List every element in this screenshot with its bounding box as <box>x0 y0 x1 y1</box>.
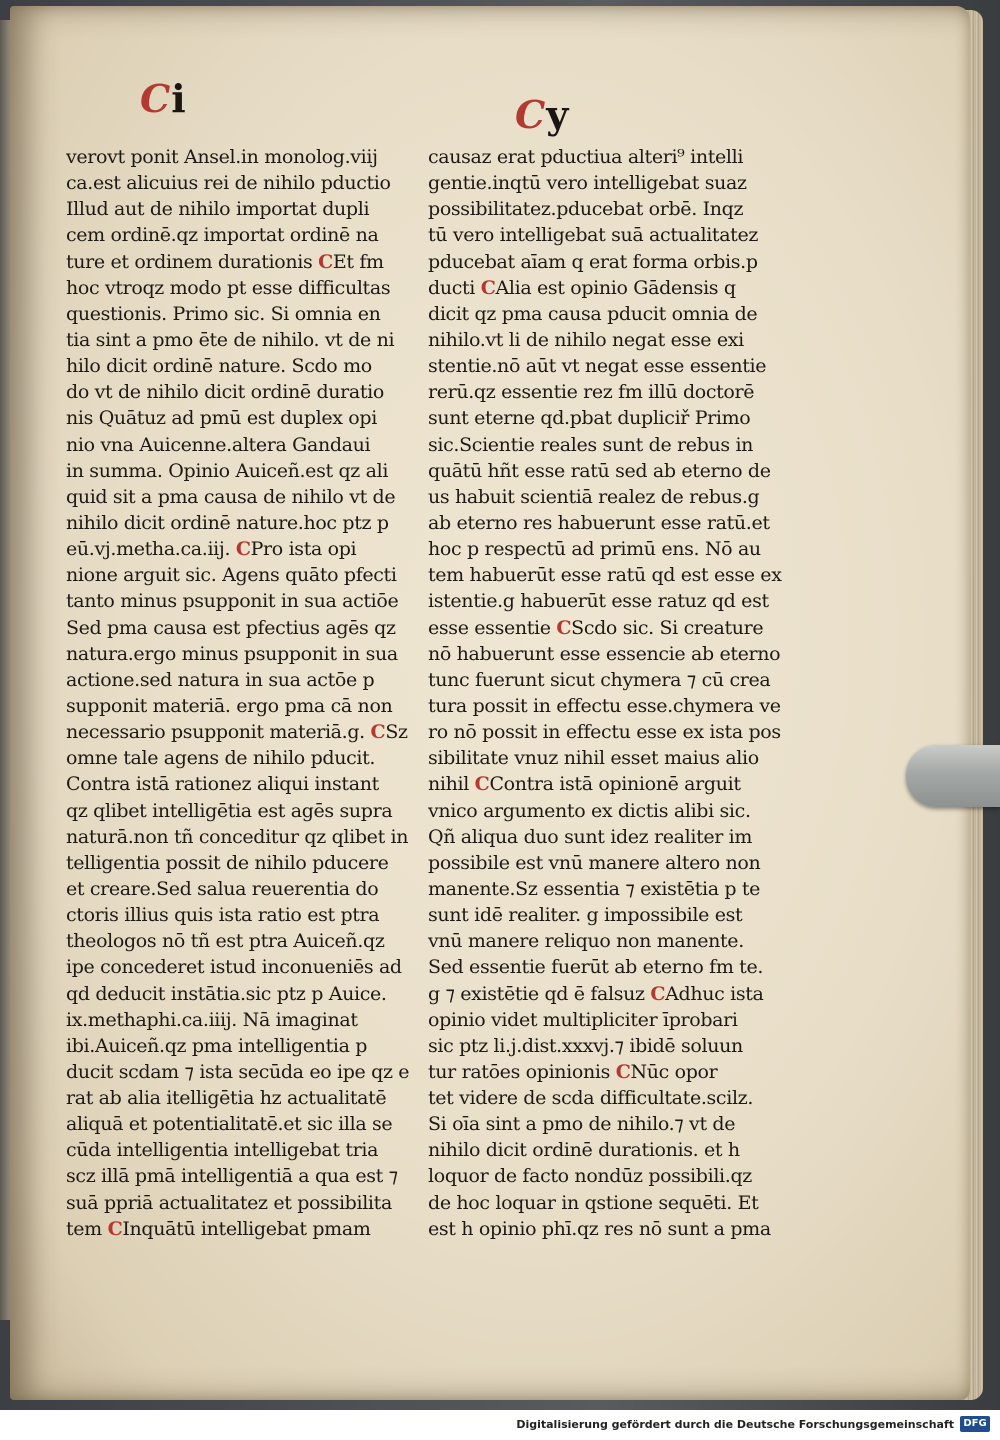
text-line <box>428 771 828 797</box>
line-text: sunt idē realiter. g impossibile est <box>428 904 743 927</box>
line-text: nione arguit sic. Agens quāto pfecti <box>66 564 397 587</box>
text-line <box>66 719 438 745</box>
right-text-column <box>428 144 828 1242</box>
running-head-right <box>515 92 569 137</box>
text-line <box>428 379 828 405</box>
pilcrow-mark: C <box>650 982 666 1005</box>
text-line <box>66 379 438 405</box>
text-line <box>66 641 438 667</box>
line-text: Contra istā rationez aliqui instant <box>66 773 379 796</box>
left-text-column <box>66 144 438 1242</box>
text-line <box>66 405 438 431</box>
pilcrow-mark: C <box>480 276 496 299</box>
line-text: nihil <box>428 773 469 796</box>
line-text: esse essentie <box>428 616 551 639</box>
text-line <box>428 693 828 719</box>
line-text: ca.est alicuius rei de nihilo pductio <box>66 172 391 195</box>
pilcrow-mark: C <box>615 1060 631 1083</box>
text-line <box>66 1216 438 1242</box>
head-initial: C <box>515 92 547 137</box>
book-clip <box>906 745 1000 807</box>
text-line <box>66 745 438 771</box>
text-line <box>66 954 438 980</box>
text-line <box>66 1137 438 1163</box>
line-text-after: Scdo sic. Si creature <box>571 616 764 639</box>
line-text: necessario psupponit materiā.g. <box>66 721 365 744</box>
line-text-after: Adhuc ista <box>665 982 764 1005</box>
text-line <box>66 432 438 458</box>
text-line <box>428 432 828 458</box>
text-line <box>66 484 438 510</box>
line-text: tem <box>66 1217 102 1240</box>
line-text: vnico argumento ex dictis alibi sic. <box>428 799 751 822</box>
text-line <box>66 222 438 248</box>
text-line <box>428 1216 828 1242</box>
text-line <box>428 484 828 510</box>
text-line <box>66 1033 438 1059</box>
line-text: tet videre de scda difficultate.scilz. <box>428 1087 754 1110</box>
line-text: dicit qz pma causa pducit omnia de <box>428 302 758 325</box>
text-line <box>428 615 828 641</box>
line-text: nihilo dicit ordinē durationis. et h <box>428 1139 740 1162</box>
line-text: sunt eterne qd.pbat dupliciř Primo <box>428 407 751 430</box>
text-line <box>428 981 828 1007</box>
line-text: Qñ aliqua duo sunt idez realiter im <box>428 825 753 848</box>
line-text: quid sit a pma causa de nihilo vt de <box>66 485 396 508</box>
text-line <box>428 353 828 379</box>
text-line <box>66 249 438 275</box>
dfg-logo: DFG <box>960 1416 990 1432</box>
line-text: nis Quātuz ad pmū est duplex opi <box>66 407 377 430</box>
line-text: supponit materiā. ergo pma cā non <box>66 694 393 717</box>
line-text: nihilo dicit ordinē nature.hoc ptz p <box>66 511 389 534</box>
line-text: ibi.Auiceñ.qz pma intelligentia p <box>66 1034 368 1057</box>
text-line <box>428 876 828 902</box>
line-text: sic.Scientie reales sunt de rebus in <box>428 433 754 456</box>
pilcrow-mark: C <box>370 721 386 744</box>
line-text: hoc p respectū ad primū ens. Nō au <box>428 538 761 561</box>
head-initial: C <box>140 76 172 121</box>
pilcrow-mark: C <box>556 616 572 639</box>
text-line <box>428 1163 828 1189</box>
text-line <box>428 1059 828 1085</box>
line-text: ro nō possit in effectu esse ex ista pos <box>428 721 781 744</box>
line-text: telligentia possit de nihilo pducere <box>66 851 389 874</box>
text-line <box>66 458 438 484</box>
text-line <box>428 144 828 170</box>
line-text: ctoris illius quis ista ratio est ptra <box>66 904 380 927</box>
text-line <box>66 615 438 641</box>
line-text: cem ordinē.qz importat ordinē na <box>66 224 379 247</box>
line-text: Sed pma causa est pfectius agēs qz <box>66 616 396 639</box>
text-line <box>428 222 828 248</box>
text-line <box>66 196 438 222</box>
text-line <box>428 170 828 196</box>
text-line <box>428 928 828 954</box>
text-line <box>428 667 828 693</box>
line-text: g ⁊ existētie qd ē falsuz <box>428 982 645 1005</box>
line-text: naturā.non tñ conceditur qz qlibet in <box>66 825 409 848</box>
text-line <box>428 196 828 222</box>
line-text: de hoc loquar in qstione sequēti. Et <box>428 1191 759 1214</box>
line-text: quātū hñt esse ratū sed ab eterno de <box>428 459 771 482</box>
text-line <box>66 301 438 327</box>
text-line <box>66 1007 438 1033</box>
line-text: ab eterno res habuerunt esse ratū.et <box>428 511 770 534</box>
text-line <box>428 954 828 980</box>
text-line <box>428 745 828 771</box>
text-line <box>428 850 828 876</box>
text-line <box>66 1111 438 1137</box>
line-text-after: Nūc opor <box>630 1060 718 1083</box>
line-text: tunc fuerunt sicut chymera ⁊ cū crea <box>428 668 771 691</box>
text-line <box>428 249 828 275</box>
text-line <box>66 1163 438 1189</box>
line-text: aliquā et potentialitatē.et sic illa se <box>66 1113 393 1136</box>
text-line <box>66 693 438 719</box>
line-text: qd deducit instātia.sic ptz p Auice. <box>66 982 387 1005</box>
line-text: Si oīa sint a pmo de nihilo.⁊ vt de <box>428 1113 736 1136</box>
text-line <box>428 301 828 327</box>
text-line <box>428 798 828 824</box>
line-text: istentie.g habuerūt esse ratuz qd est <box>428 590 769 613</box>
text-line <box>428 1137 828 1163</box>
line-text: rat ab alia itelligētia hz actualitatē <box>66 1087 387 1110</box>
line-text: Illud aut de nihilo importat dupli <box>66 198 370 221</box>
text-line <box>66 562 438 588</box>
line-text: possibilitatez.pducebat orbē. Inqz <box>428 198 744 221</box>
text-line <box>428 510 828 536</box>
text-line <box>428 824 828 850</box>
line-text: stentie.nō aūt vt negat esse essentie <box>428 355 767 378</box>
line-text: scz illā pmā intelligentiā a qua est ⁊ <box>66 1165 398 1188</box>
text-line <box>66 771 438 797</box>
line-text: omne tale agens de nihilo pducit. <box>66 747 376 770</box>
text-line <box>428 1085 828 1111</box>
head-text: y <box>546 92 570 137</box>
line-text: hilo dicit ordinē nature. Scdo mo <box>66 355 372 378</box>
text-line <box>428 641 828 667</box>
text-line <box>66 1085 438 1111</box>
pilcrow-mark: C <box>235 538 251 561</box>
text-line <box>66 353 438 379</box>
text-line <box>66 667 438 693</box>
line-text: tur ratōes opinionis <box>428 1060 611 1083</box>
running-head-left <box>140 76 187 121</box>
text-line <box>66 275 438 301</box>
text-line <box>428 1007 828 1033</box>
text-line <box>66 510 438 536</box>
line-text: us habuit scientiā realez de rebus.g <box>428 485 760 508</box>
text-line <box>66 327 438 353</box>
text-line <box>66 798 438 824</box>
line-text: eū.vj.metha.ca.iij. <box>66 538 231 561</box>
line-text: opinio videt multipliciter īprobari <box>428 1008 738 1031</box>
line-text: tū vero intelligebat suā actualitatez <box>428 224 759 247</box>
text-line <box>66 981 438 1007</box>
text-line <box>428 1190 828 1216</box>
text-line <box>428 1111 828 1137</box>
line-text: tem habuerūt esse ratū qd est esse ex <box>428 564 782 587</box>
line-text: possibile est vnū manere altero non <box>428 851 761 874</box>
text-line <box>66 824 438 850</box>
line-text: do vt de nihilo dicit ordinē duratio <box>66 381 384 404</box>
line-text: vnū manere reliquo non manente. <box>428 930 744 953</box>
line-text: natura.ergo minus psupponit in sua <box>66 642 398 665</box>
line-text: rerū.qz essentie rez fm illū doctorē <box>428 381 755 404</box>
pilcrow-mark: C <box>318 250 333 273</box>
line-text: ipe concederet istud inconueniēs ad <box>66 956 402 979</box>
line-text: qz qlibet intelligētia est agēs supra <box>66 799 393 822</box>
line-text: actione.sed natura in sua actōe p <box>66 668 375 691</box>
text-line <box>428 1033 828 1059</box>
text-line <box>428 536 828 562</box>
line-text: loquor de facto nondūz possibili.qz <box>428 1165 752 1188</box>
text-line <box>428 327 828 353</box>
line-text: theologos nō tñ est ptra Auiceñ.qz <box>66 930 385 953</box>
line-text: suā ppriā actualitatez et possibilita <box>66 1191 392 1214</box>
text-line <box>66 1059 438 1085</box>
line-text-after: Et fm <box>332 250 384 273</box>
line-text-after: Sz <box>385 721 408 744</box>
line-text: ducti <box>428 276 476 299</box>
line-text: sibilitate vnuz nihil esset maius alio <box>428 747 759 770</box>
text-line <box>428 562 828 588</box>
text-line <box>66 536 438 562</box>
line-text: ix.methaphi.ca.iiij. Nā imaginat <box>66 1008 358 1031</box>
text-line <box>428 405 828 431</box>
pilcrow-mark: C <box>107 1217 123 1240</box>
line-text: est h opinio phī.qz res nō sunt a pma <box>428 1217 771 1240</box>
line-text: causaz erat pductiua alteri⁹ intelli <box>428 146 744 168</box>
text-line <box>66 588 438 614</box>
line-text: pducebat aīam q erat forma orbis.p <box>428 250 758 273</box>
line-text-after: Pro ista opi <box>250 538 357 561</box>
funding-credit: Digitalisierung gefördert durch die Deutsche Forschungsgemeinschaft <box>516 1418 954 1431</box>
text-line <box>428 902 828 928</box>
pilcrow-mark: C <box>474 773 490 796</box>
line-text: sic ptz li.j.dist.xxxvj.⁊ ibidē soluun <box>428 1034 743 1057</box>
line-text: manente.Sz essentia ⁊ existētia p te <box>428 877 761 900</box>
text-line <box>428 588 828 614</box>
line-text-after: Contra istā opinionē arguit <box>489 773 741 796</box>
footer-bar <box>0 1410 1000 1440</box>
text-line <box>66 1190 438 1216</box>
line-text-after: Alia est opinio Gādensis q <box>495 276 736 299</box>
text-line <box>66 850 438 876</box>
line-text: in summa. Opinio Auiceñ.est qz ali <box>66 459 389 482</box>
text-line <box>428 719 828 745</box>
line-text: et creare.Sed salua reuerentia do <box>66 877 379 900</box>
line-text: tanto minus psupponit in sua actiōe <box>66 590 399 613</box>
text-line <box>66 170 438 196</box>
text-line <box>66 928 438 954</box>
line-text: verovt ponit Ansel.in monolog.viij <box>66 146 378 168</box>
text-line <box>428 458 828 484</box>
line-text: ture et ordinem durationis <box>66 250 313 273</box>
text-line <box>66 144 438 170</box>
line-text: nō habuerunt esse essencie ab eterno <box>428 642 781 665</box>
line-text: cūda intelligentia intelligebat tria <box>66 1139 379 1162</box>
line-text: tura possit in effectu esse.chymera ve <box>428 694 781 717</box>
line-text: nihilo.vt li de nihilo negat esse exi <box>428 328 744 351</box>
line-text: hoc vtroqz modo pt esse difficultas <box>66 276 391 299</box>
head-text: i <box>171 76 187 121</box>
line-text: tia sint a pmo ēte de nihilo. vt de ni <box>66 328 395 351</box>
text-line <box>66 902 438 928</box>
line-text: nio vna Auicenne.altera Gandaui <box>66 433 371 456</box>
line-text: Sed essentie fuerūt ab eterno fm te. <box>428 956 764 979</box>
line-text: gentie.inqtū vero intelligebat suaz <box>428 172 747 195</box>
line-text: questionis. Primo sic. Si omnia en <box>66 302 381 325</box>
line-text-after: Inquātū intelligebat pmam <box>122 1217 371 1240</box>
text-line <box>66 876 438 902</box>
line-text: ducit scdam ⁊ ista secūda eo ipe qz e <box>66 1060 410 1083</box>
text-line <box>428 275 828 301</box>
